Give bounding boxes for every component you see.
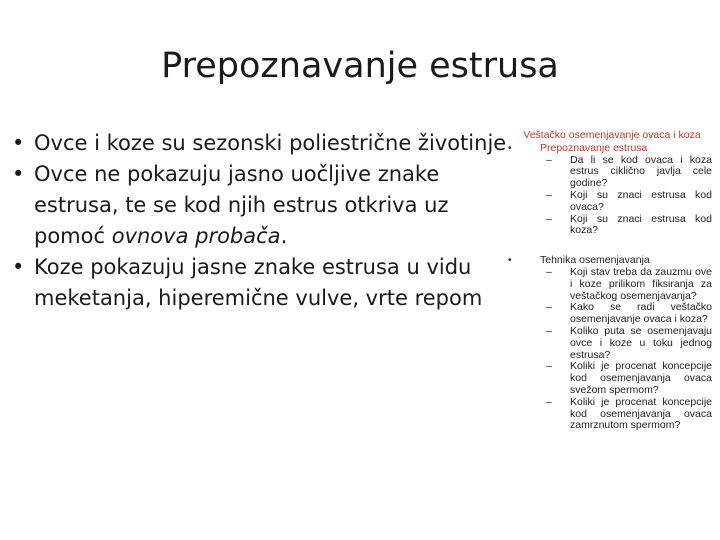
dash-marker: –: [546, 188, 552, 201]
outline-subitem-text: Koji su znaci estrusa kod koza?: [570, 212, 712, 237]
dash-marker: –: [546, 153, 552, 166]
outline-sublist: [540, 155, 712, 238]
outline-section: [504, 143, 712, 237]
outline-subitem-text: Koliko puta se osemenjavaju ovce i koze u toku jednog estrusa?: [570, 324, 712, 361]
bullet-marker: •: [12, 131, 25, 155]
bullet-item: [12, 252, 510, 314]
outline-subitem-text: Koliki je procenat koncepcije kod osemenjavanja ovaca zamrznutom spermom?: [570, 395, 712, 432]
dash-marker: –: [546, 324, 552, 337]
outline-subitem-text: Da li se kod ovaca i koza estrus ciklično javlja cele godine?: [570, 153, 712, 190]
outline-subitem: [540, 326, 712, 361]
bullet-text: Ovce ne pokazuju jasno uočljive znake estrusa, te se kod njih estrus otkriva uz pomoć: [34, 162, 449, 248]
outline-subitem: [540, 397, 712, 432]
dash-marker: –: [546, 301, 552, 314]
bullet-text: Ovce i koze su sezonski poliestrične životinje: [34, 131, 507, 155]
bullet-marker: •: [508, 142, 512, 154]
bullet-text-end: .: [280, 224, 288, 248]
side-outline: [504, 130, 712, 432]
outline-subitem: [540, 302, 712, 326]
outline-subitem-text: Koliki je procenat koncepcije kod osemenjavanja ovaca svežom spermom?: [570, 360, 712, 396]
dash-marker: –: [546, 212, 552, 225]
outline-subitem: [540, 361, 712, 396]
bullet-marker: •: [12, 162, 25, 186]
outline-subitem: [540, 267, 712, 302]
bullet-text-italic: ovnova probača: [111, 224, 281, 248]
page-title: Prepoznavanje estrusa: [161, 46, 559, 86]
dash-marker: –: [546, 395, 552, 408]
outline-sublist: [540, 267, 712, 432]
dash-marker: –: [546, 360, 552, 373]
bullet-text: Koze pokazuju jasne znake estrusa u vidu meketanja, hiperemične vulve, vrte repom: [34, 255, 483, 310]
outline-subitem-text: Koji stav treba da zauzmu ove i koze prilikom fiksiranja za veštačkog osemenjavanja?: [570, 265, 712, 302]
outline-subitem-text: Koji su znaci estrusa kod ovaca?: [570, 188, 712, 213]
outline-section-label: Prepoznavanje estrusa: [540, 141, 648, 154]
main-bullet-list: [12, 128, 510, 314]
bullet-item: [12, 159, 510, 252]
outline-subitem: [540, 190, 712, 214]
outline-subitem: [540, 214, 712, 238]
bullet-item: [12, 128, 510, 159]
bullet-marker: •: [508, 255, 512, 267]
dash-marker: –: [546, 265, 552, 278]
outline-section: [504, 255, 712, 432]
outline-section-label: Tehnika osemenjavanja: [540, 254, 650, 267]
bullet-marker: •: [12, 255, 25, 279]
outline-subitem-text: Kako se radi veštačko osemenjavanje ovaca i koza?: [570, 301, 712, 326]
side-outline-heading: Veštačko osemenjavanje ovaca i koza: [523, 129, 701, 141]
outline-subitem: [540, 155, 712, 190]
